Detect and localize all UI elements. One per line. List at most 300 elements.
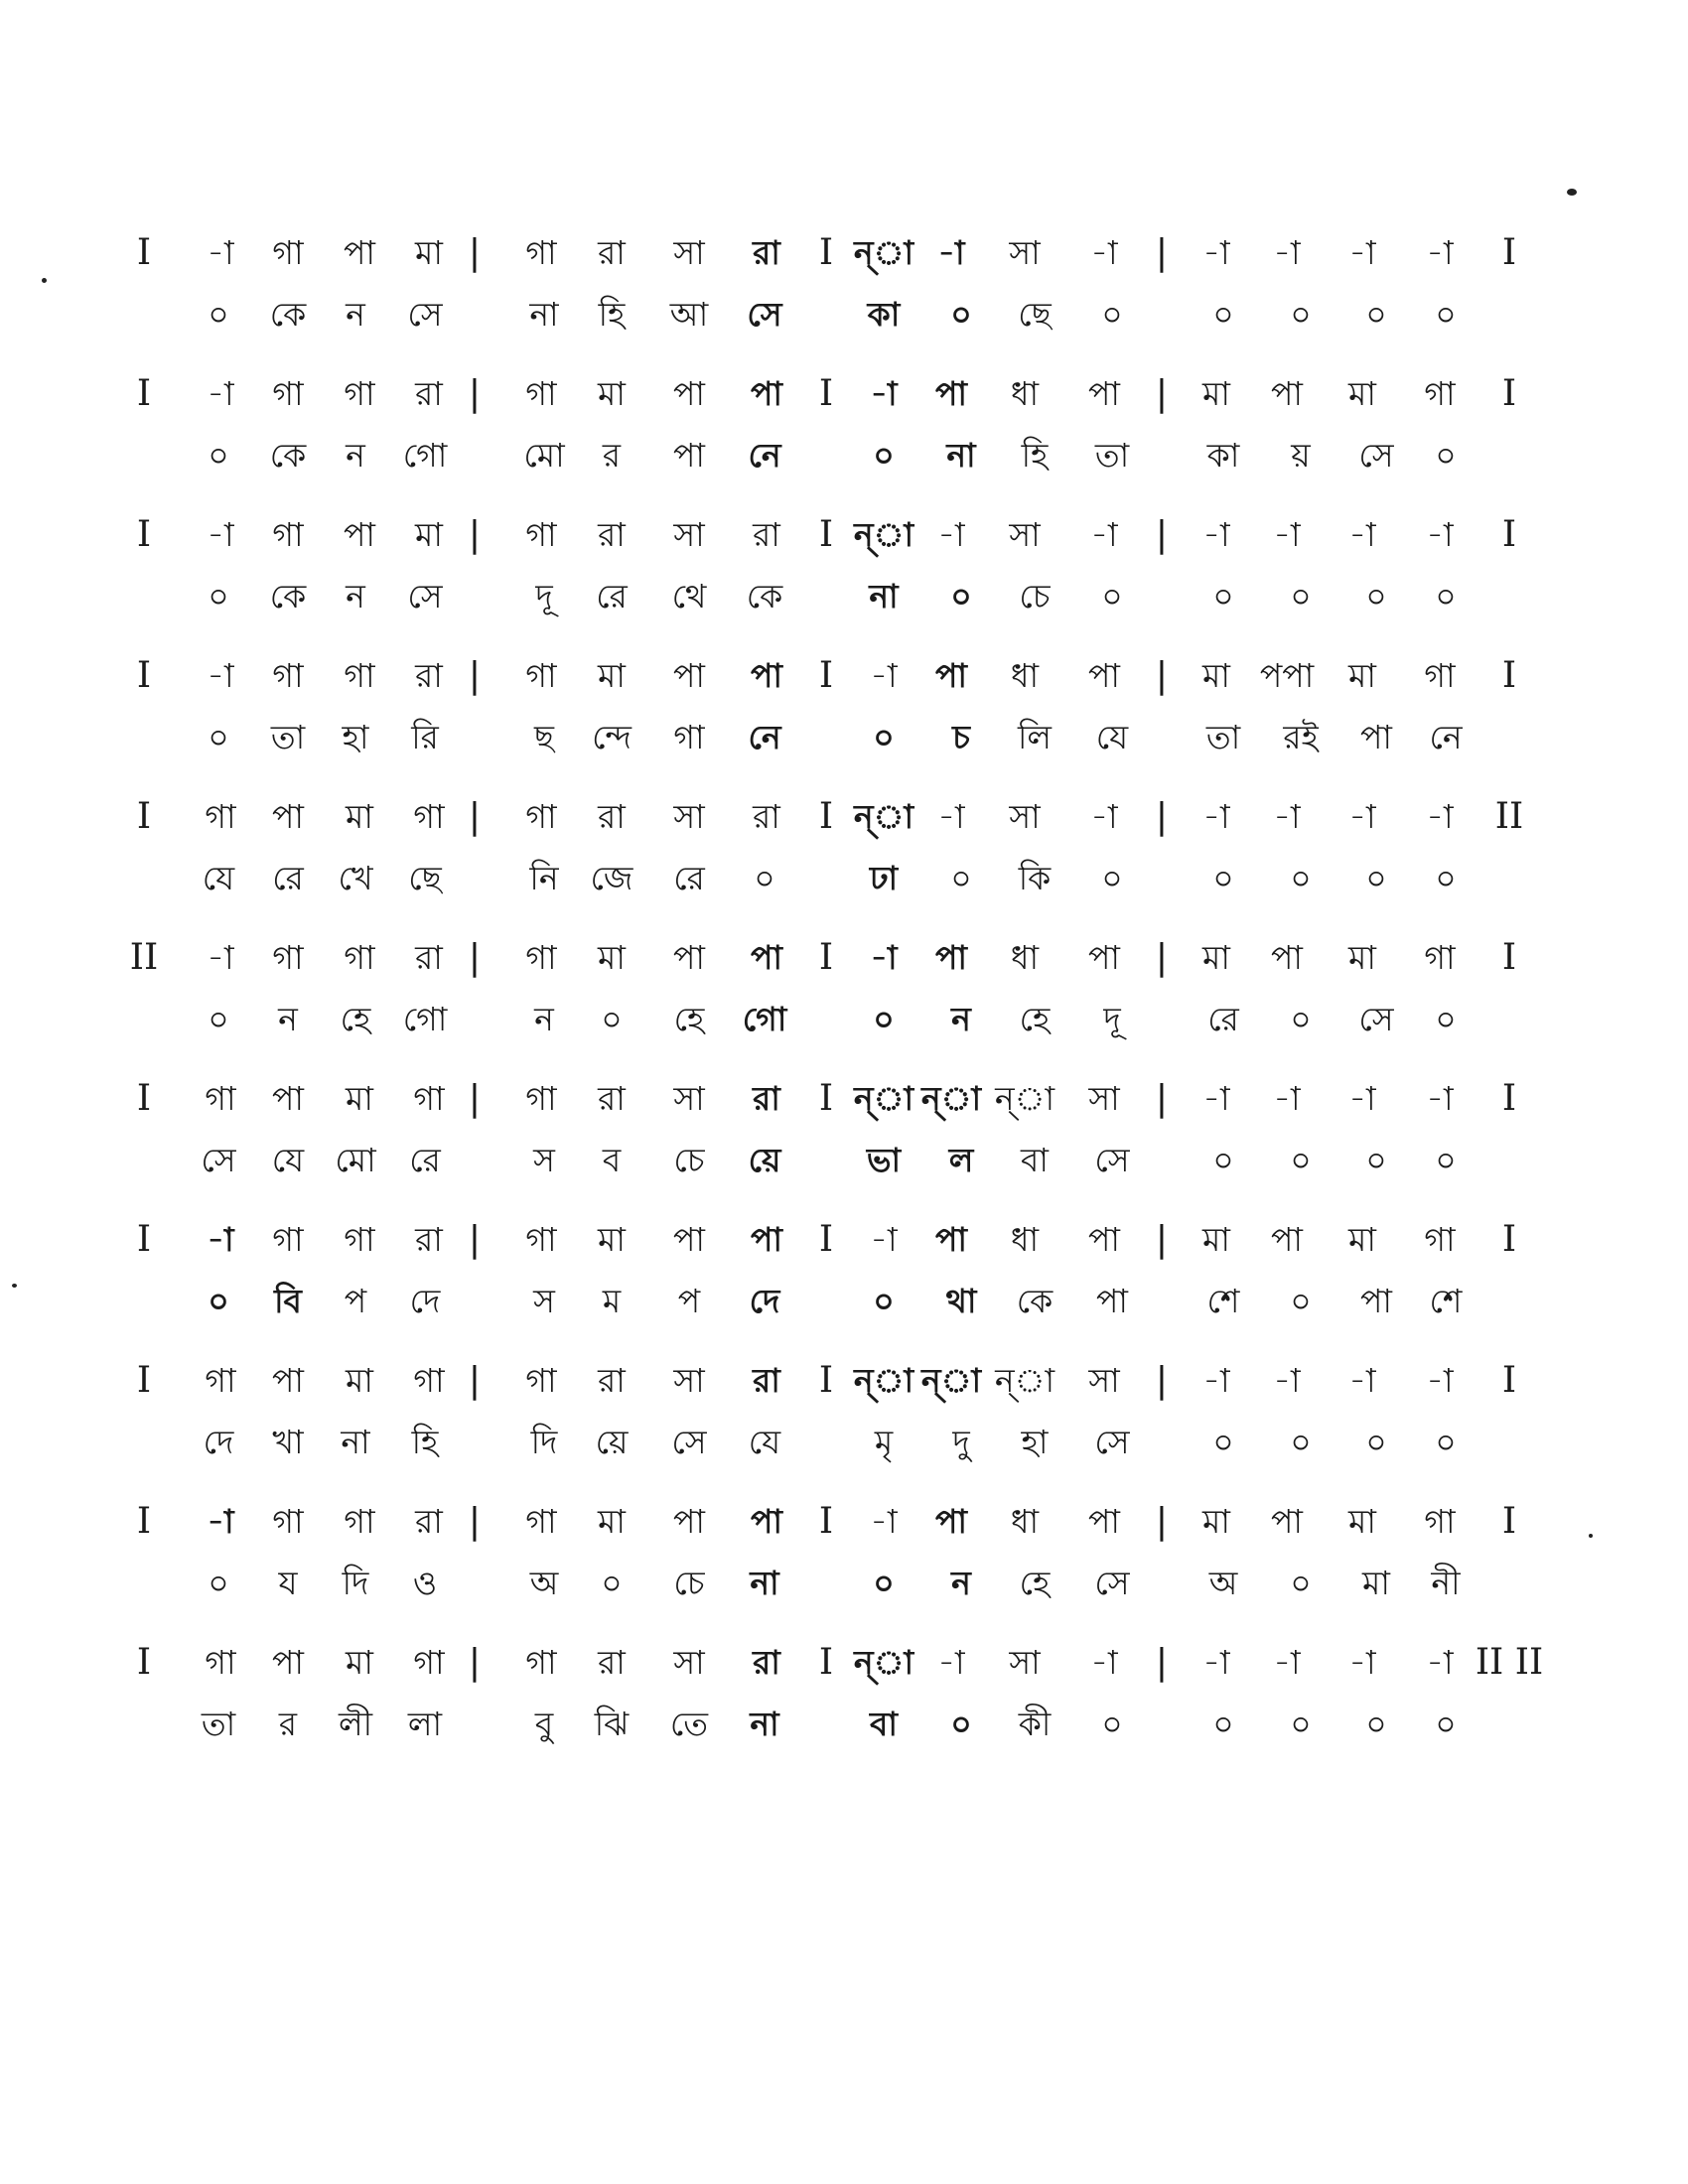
- stanza: [0, 928, 1688, 1067]
- lyric-line: [0, 426, 1688, 485]
- lyric-syllable: ০: [1212, 577, 1234, 615]
- swara-note: গা: [413, 1361, 445, 1400]
- lyric-syllable: গো: [402, 1000, 448, 1038]
- swara-note: রা: [753, 1079, 780, 1118]
- notation-line: [0, 1210, 1688, 1270]
- lyric-syllable: নে: [748, 718, 781, 756]
- swara-note: মা: [346, 1643, 373, 1682]
- stanza: [0, 223, 1688, 362]
- lyric-syllable: তা: [270, 718, 306, 756]
- swara-note: গা: [272, 938, 304, 977]
- lyric-line: [0, 1695, 1688, 1754]
- swara-note: রা: [598, 233, 626, 272]
- swara-note: গা: [1424, 1502, 1456, 1541]
- swara-note: ধা: [1010, 1502, 1040, 1541]
- lyric-syllable: রি: [411, 718, 439, 756]
- bar-line: |: [468, 373, 482, 414]
- lyric-syllable: না: [750, 1705, 779, 1743]
- swara-note: ন্‌া: [853, 797, 914, 836]
- lyric-syllable: ০: [1435, 1000, 1457, 1038]
- swara-note: পপা: [1259, 656, 1315, 695]
- lyric-syllable: য়ে: [595, 1423, 629, 1461]
- lyric-syllable: য়ে: [748, 1141, 781, 1179]
- start-bar: I: [136, 1078, 152, 1119]
- swara-note: গা: [205, 1643, 236, 1682]
- bar-line: |: [1155, 1501, 1169, 1542]
- swara-note: সা: [1009, 515, 1041, 554]
- lyric-syllable: কে: [1016, 1282, 1054, 1320]
- section-bar: I: [818, 514, 834, 555]
- lyric-syllable: ০: [1212, 859, 1234, 897]
- lyric-syllable: চ: [952, 718, 970, 756]
- swara-note: -া: [1348, 797, 1376, 836]
- swara-note: -া: [1202, 797, 1230, 836]
- swara-note: রা: [598, 797, 626, 836]
- scan-speck: [12, 1284, 17, 1288]
- swara-note: পা: [935, 1220, 967, 1259]
- lyric-syllable: হা: [1021, 1423, 1049, 1461]
- swara-note: -া: [870, 938, 898, 977]
- lyric-syllable: নি: [529, 859, 559, 897]
- stanza: [0, 505, 1688, 644]
- lyric-syllable: ০: [208, 295, 229, 334]
- lyric-syllable: কা: [1206, 436, 1240, 475]
- lyric-syllable: ন: [346, 577, 365, 615]
- bar-line: |: [468, 514, 482, 555]
- lyric-syllable: দি: [530, 1423, 558, 1461]
- lyric-syllable: ০: [1290, 1000, 1312, 1038]
- swara-note: গা: [1424, 374, 1456, 413]
- swara-note: রা: [753, 515, 780, 554]
- swara-note: -া: [1348, 515, 1376, 554]
- swara-note: গা: [344, 374, 375, 413]
- section-bar: I: [1501, 373, 1517, 414]
- section-bar: I: [1501, 1360, 1517, 1401]
- section-bar: I: [818, 1642, 834, 1683]
- lyric-line: [0, 285, 1688, 344]
- lyric-syllable: ০: [1365, 295, 1387, 334]
- lyric-syllable: হি: [1021, 436, 1049, 475]
- swara-note: গা: [272, 1220, 304, 1259]
- section-bar: I: [1501, 655, 1517, 696]
- swara-note: মা: [415, 233, 443, 272]
- lyric-syllable: ছে: [1018, 295, 1052, 334]
- lyric-syllable: ম: [602, 1282, 622, 1320]
- swara-note: গা: [205, 1079, 236, 1118]
- swara-note: -া: [1426, 233, 1454, 272]
- lyric-syllable: হে: [1019, 1000, 1051, 1038]
- lyric-syllable: গো: [402, 436, 448, 475]
- swara-note: গা: [525, 938, 557, 977]
- swara-note: মা: [598, 1220, 626, 1259]
- lyric-syllable: ০: [873, 1564, 895, 1602]
- swara-note: রা: [415, 1220, 443, 1259]
- lyric-syllable: ন: [346, 295, 365, 334]
- section-bar: I: [818, 1360, 834, 1401]
- lyric-syllable: না: [946, 436, 976, 475]
- swara-note: -া: [1273, 515, 1301, 554]
- swara-note: গা: [344, 656, 375, 695]
- lyric-syllable: ০: [873, 718, 895, 756]
- swara-note: -া: [1090, 797, 1118, 836]
- swara-note: মা: [1202, 938, 1230, 977]
- scan-speck: [42, 278, 47, 283]
- lyric-syllable: ঝি: [594, 1705, 630, 1743]
- lyric-line: [0, 1272, 1688, 1331]
- swara-note: মা: [598, 938, 626, 977]
- swara-note: রা: [753, 233, 780, 272]
- swara-note: -া: [207, 374, 234, 413]
- lyric-syllable: মো: [523, 436, 565, 475]
- lyric-syllable: তা: [201, 1705, 236, 1743]
- lyric-syllable: ০: [873, 436, 895, 475]
- swara-note: পা: [272, 797, 304, 836]
- lyric-syllable: ন: [534, 1000, 554, 1038]
- section-bar: I: [818, 796, 834, 837]
- swara-note: -া: [1202, 515, 1230, 554]
- section-bar: I: [818, 1078, 834, 1119]
- swara-note: গা: [272, 515, 304, 554]
- swara-note: সা: [673, 1079, 705, 1118]
- lyric-syllable: জে: [590, 859, 633, 897]
- swara-note: মা: [598, 656, 626, 695]
- lyric-syllable: যে: [202, 859, 235, 897]
- swara-note: রা: [598, 515, 626, 554]
- swara-note: পা: [1088, 656, 1120, 695]
- lyric-syllable: ০: [873, 1000, 895, 1038]
- lyric-syllable: ০: [1365, 577, 1387, 615]
- section-bar: II: [1494, 796, 1524, 837]
- swara-note: পা: [1088, 374, 1120, 413]
- lyric-syllable: ০: [1101, 295, 1123, 334]
- swara-note: পা: [751, 1502, 782, 1541]
- lyric-syllable: য়: [1291, 436, 1311, 475]
- start-bar: I: [136, 1501, 152, 1542]
- lyric-syllable: ন: [951, 1000, 971, 1038]
- lyric-line: [0, 1131, 1688, 1190]
- lyric-syllable: অ: [529, 1564, 559, 1602]
- swara-note: রা: [598, 1643, 626, 1682]
- lyric-syllable: কে: [746, 577, 783, 615]
- lyric-syllable: তা: [1205, 718, 1241, 756]
- swara-note: -া: [207, 233, 234, 272]
- swara-note: গা: [413, 1079, 445, 1118]
- swara-note: গা: [205, 1361, 236, 1400]
- swara-note: ন্‌া: [994, 1079, 1055, 1118]
- bar-line: |: [1155, 514, 1169, 555]
- bar-line: |: [1155, 1642, 1169, 1683]
- lyric-syllable: মা: [1362, 1564, 1390, 1602]
- lyric-syllable: ০: [950, 859, 972, 897]
- lyric-syllable: ০: [1435, 1423, 1457, 1461]
- lyric-syllable: পা: [1096, 1282, 1128, 1320]
- swara-note: গা: [413, 1643, 445, 1682]
- swara-note: পা: [344, 515, 375, 554]
- swara-note: ন্‌া: [853, 1643, 914, 1682]
- bar-line: |: [1155, 1360, 1169, 1401]
- swara-note: পা: [673, 938, 705, 977]
- lyric-syllable: না: [750, 1564, 779, 1602]
- swara-note: মা: [1348, 1220, 1376, 1259]
- start-bar: I: [136, 1642, 152, 1683]
- lyric-syllable: ০: [1212, 1141, 1234, 1179]
- swara-note: সা: [673, 1361, 705, 1400]
- swara-note: পা: [673, 1220, 705, 1259]
- swara-note: -া: [207, 1502, 234, 1541]
- lyric-line: [0, 567, 1688, 626]
- swara-note: মা: [346, 1079, 373, 1118]
- swara-note: গা: [1424, 938, 1456, 977]
- swara-note: মা: [598, 374, 626, 413]
- bar-line: |: [468, 1501, 482, 1542]
- lyric-syllable: ভা: [866, 1141, 902, 1179]
- lyric-syllable: রে: [673, 859, 705, 897]
- lyric-syllable: রই: [1283, 718, 1319, 756]
- swara-note: রা: [598, 1361, 626, 1400]
- section-bar: I: [1501, 1501, 1517, 1542]
- swara-note: সা: [1009, 797, 1041, 836]
- lyric-syllable: বি: [274, 1282, 302, 1320]
- stanza: [0, 1633, 1688, 1772]
- lyric-syllable: রে: [1207, 1000, 1239, 1038]
- swara-note: গা: [272, 233, 304, 272]
- swara-note: গা: [525, 656, 557, 695]
- start-bar: I: [136, 232, 152, 273]
- lyric-syllable: দে: [409, 1282, 441, 1320]
- swara-note: -া: [1426, 515, 1454, 554]
- lyric-syllable: লী: [338, 1705, 373, 1743]
- swara-note: -া: [870, 656, 898, 695]
- lyric-syllable: যে: [1095, 718, 1129, 756]
- lyric-syllable: ০: [950, 1705, 972, 1743]
- notation-line: [0, 1351, 1688, 1411]
- section-bar: I: [1501, 232, 1517, 273]
- section-bar: I: [818, 655, 834, 696]
- swara-note: সা: [673, 1643, 705, 1682]
- lyric-syllable: দু: [952, 1423, 970, 1461]
- lyric-syllable: ব: [602, 1141, 622, 1179]
- swara-note: গা: [272, 1502, 304, 1541]
- swara-note: -া: [870, 1502, 898, 1541]
- section-bar: I: [1501, 1078, 1517, 1119]
- swara-note: -া: [207, 515, 234, 554]
- lyric-syllable: ০: [1365, 1423, 1387, 1461]
- lyric-syllable: ০: [208, 1000, 229, 1038]
- swara-note: পা: [935, 656, 967, 695]
- swara-note: সা: [1009, 233, 1041, 272]
- swara-note: গা: [205, 797, 236, 836]
- lyric-syllable: নে: [748, 436, 781, 475]
- bar-line: |: [1155, 655, 1169, 696]
- lyric-syllable: পা: [1360, 1282, 1392, 1320]
- swara-note: রা: [415, 656, 443, 695]
- swara-note: ন্‌া: [920, 1079, 982, 1118]
- stanza: [0, 364, 1688, 503]
- swara-note: রা: [753, 1643, 780, 1682]
- swara-note: গা: [272, 374, 304, 413]
- swara-note: মা: [1202, 656, 1230, 695]
- swara-note: ন্‌া: [853, 515, 914, 554]
- stanza: [0, 787, 1688, 926]
- swara-note: -া: [1273, 1361, 1301, 1400]
- lyric-syllable: নে: [1429, 718, 1463, 756]
- notation-line: [0, 1633, 1688, 1693]
- swara-note: মা: [415, 515, 443, 554]
- bar-line: |: [468, 1078, 482, 1119]
- lyric-syllable: ঢা: [869, 859, 899, 897]
- lyric-syllable: রে: [596, 577, 628, 615]
- section-bar: I: [818, 1219, 834, 1260]
- lyric-syllable: সে: [1094, 1141, 1130, 1179]
- lyric-syllable: ০: [754, 859, 775, 897]
- notation-line: [0, 1492, 1688, 1552]
- lyric-syllable: ০: [601, 1564, 623, 1602]
- stanza: [0, 1210, 1688, 1349]
- swara-note: মা: [346, 1361, 373, 1400]
- bar-line: |: [1155, 232, 1169, 273]
- lyric-syllable: প: [344, 1282, 367, 1320]
- swara-note: -া: [870, 374, 898, 413]
- notation-line: [0, 646, 1688, 706]
- swara-note: -া: [1273, 1079, 1301, 1118]
- lyric-line: [0, 1554, 1688, 1613]
- swara-note: গা: [344, 938, 375, 977]
- swara-note: পা: [751, 374, 782, 413]
- lyric-syllable: সে: [1094, 1423, 1130, 1461]
- stanza: [0, 646, 1688, 785]
- lyric-syllable: দূ: [1103, 1000, 1121, 1038]
- lyric-syllable: ০: [1435, 577, 1457, 615]
- swara-note: -া: [1426, 1079, 1454, 1118]
- notation-line: [0, 787, 1688, 847]
- swara-note: ধা: [1010, 1220, 1040, 1259]
- swara-note: রা: [598, 1079, 626, 1118]
- lyric-syllable: সে: [671, 1423, 707, 1461]
- lyric-syllable: কা: [867, 295, 901, 334]
- lyric-syllable: চে: [673, 1141, 705, 1179]
- lyric-syllable: শে: [1429, 1282, 1463, 1320]
- swara-note: গা: [525, 1502, 557, 1541]
- swara-note: -া: [1202, 1079, 1230, 1118]
- lyric-syllable: ০: [1101, 577, 1123, 615]
- lyric-syllable: ০: [1212, 1423, 1234, 1461]
- bar-line: |: [468, 1360, 482, 1401]
- swara-note: -া: [1202, 233, 1230, 272]
- swara-note: -া: [937, 797, 965, 836]
- lyric-syllable: চে: [673, 1564, 705, 1602]
- lyric-syllable: ল: [948, 1141, 974, 1179]
- swara-note: রা: [415, 374, 443, 413]
- lyric-syllable: সে: [1094, 1564, 1130, 1602]
- swara-note: পা: [1271, 1220, 1303, 1259]
- lyric-line: [0, 849, 1688, 908]
- lyric-syllable: ০: [1365, 1705, 1387, 1743]
- swara-note: পা: [1088, 1502, 1120, 1541]
- lyric-syllable: ০: [1290, 1705, 1312, 1743]
- lyric-syllable: দে: [749, 1282, 780, 1320]
- swara-note: গা: [525, 797, 557, 836]
- lyric-syllable: সে: [407, 295, 443, 334]
- swara-note: গা: [1424, 1220, 1456, 1259]
- lyric-syllable: অ: [1208, 1564, 1238, 1602]
- swara-note: -া: [1090, 515, 1118, 554]
- lyric-syllable: গা: [673, 718, 705, 756]
- lyric-syllable: ০: [1435, 859, 1457, 897]
- swara-note: সা: [1088, 1361, 1120, 1400]
- swara-note: পা: [935, 374, 967, 413]
- swara-note: -া: [1273, 233, 1301, 272]
- lyric-syllable: যে: [748, 1423, 781, 1461]
- swara-note: পা: [1271, 374, 1303, 413]
- lyric-syllable: ০: [950, 577, 972, 615]
- swara-note: ধা: [1010, 938, 1040, 977]
- lyric-syllable: ০: [208, 718, 229, 756]
- lyric-syllable: ০: [1365, 859, 1387, 897]
- swara-note: -া: [1202, 1361, 1230, 1400]
- lyric-syllable: কে: [269, 436, 307, 475]
- lyric-syllable: হে: [340, 1000, 371, 1038]
- swara-note: গা: [525, 1220, 557, 1259]
- swara-note: মা: [1348, 938, 1376, 977]
- swara-note: মা: [1202, 1220, 1230, 1259]
- section-bar: II II: [1475, 1642, 1544, 1683]
- swara-note: গা: [525, 1079, 557, 1118]
- lyric-syllable: ০: [950, 295, 972, 334]
- lyric-syllable: পা: [673, 436, 705, 475]
- lyric-syllable: হা: [342, 718, 369, 756]
- lyric-syllable: ০: [1101, 1705, 1123, 1743]
- swara-note: পা: [935, 1502, 967, 1541]
- lyric-syllable: ০: [1290, 1141, 1312, 1179]
- stanza: [0, 1492, 1688, 1631]
- swara-note: রা: [415, 938, 443, 977]
- lyric-syllable: রে: [409, 1141, 441, 1179]
- scan-speck: [1589, 1534, 1593, 1538]
- lyric-syllable: ০: [1365, 1141, 1387, 1179]
- swara-note: -া: [937, 1643, 965, 1682]
- scan-speck: [1567, 189, 1577, 196]
- lyric-syllable: ০: [1290, 1564, 1312, 1602]
- notation-line: [0, 928, 1688, 988]
- lyric-syllable: ও: [412, 1564, 438, 1602]
- swara-note: -া: [1426, 797, 1454, 836]
- lyric-syllable: নী: [1431, 1564, 1461, 1602]
- start-bar: I: [136, 373, 152, 414]
- swara-note: -া: [1273, 797, 1301, 836]
- lyric-syllable: পা: [1360, 718, 1392, 756]
- swara-note: মা: [1348, 1502, 1376, 1541]
- swara-note: মা: [346, 797, 373, 836]
- swara-note: পা: [673, 1502, 705, 1541]
- swara-note: -া: [1426, 1361, 1454, 1400]
- bar-line: |: [468, 937, 482, 978]
- lyric-syllable: মৃ: [874, 1423, 894, 1461]
- swara-note: পা: [1271, 1502, 1303, 1541]
- bar-line: |: [468, 232, 482, 273]
- swara-note: গা: [344, 1220, 375, 1259]
- lyric-syllable: না: [529, 295, 559, 334]
- lyric-syllable: ০: [1290, 1282, 1312, 1320]
- swara-note: -া: [207, 1220, 234, 1259]
- swara-note: -া: [1090, 233, 1118, 272]
- lyric-syllable: ০: [1290, 1423, 1312, 1461]
- swara-note: পা: [344, 233, 375, 272]
- lyric-syllable: য: [278, 1564, 298, 1602]
- lyric-syllable: তে: [669, 1705, 709, 1743]
- swara-note: মা: [598, 1502, 626, 1541]
- lyric-syllable: মো: [335, 1141, 376, 1179]
- bar-line: |: [1155, 937, 1169, 978]
